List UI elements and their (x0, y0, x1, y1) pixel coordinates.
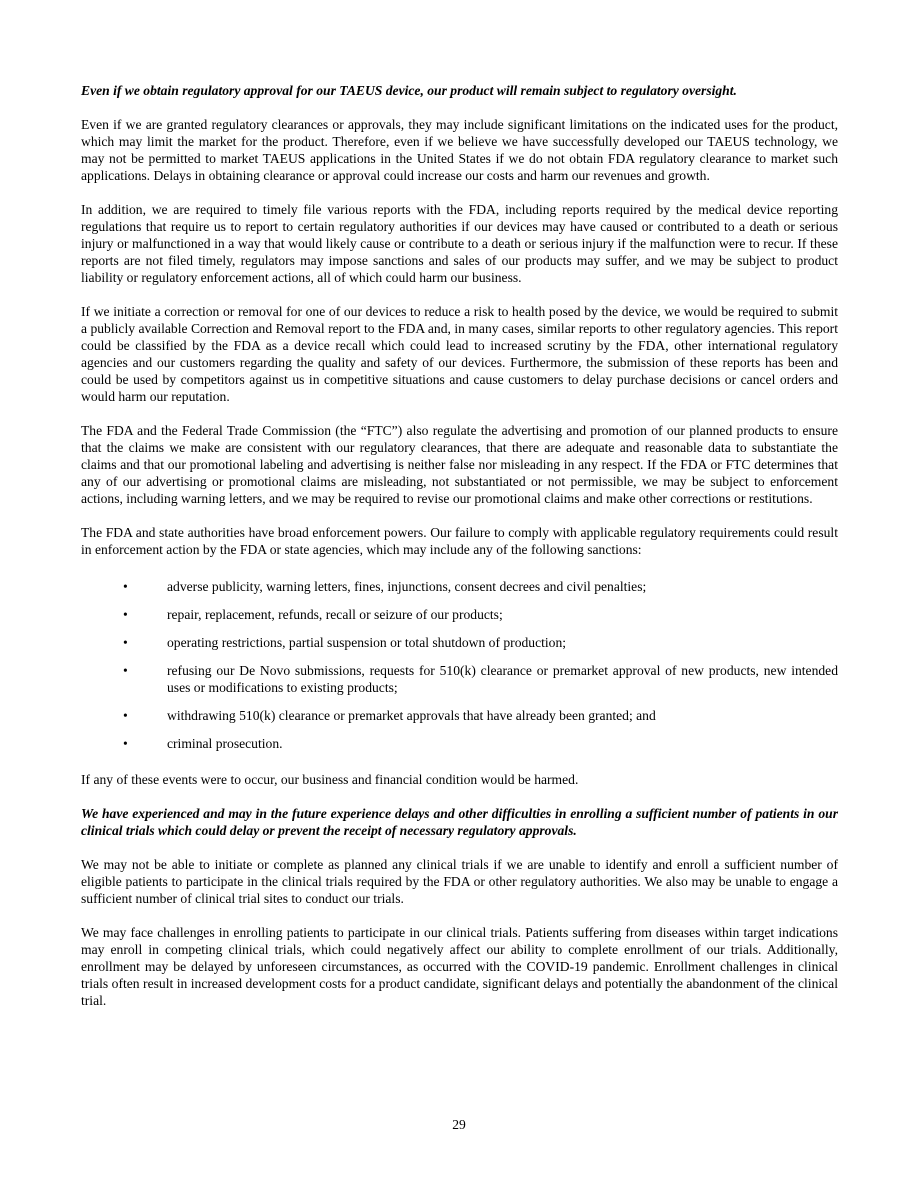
paragraph: We may face challenges in enrolling patients to participate in our clinical trials. Patients suffering from diseases within target indications may enroll in competing clinical trials, which could negatively affect our ability to complete enrollment of our trials. Additionally, enrollment may be delayed by unforeseen circumstances, as occurred with the COVID-19 pandemic. Enrollment challenges in clinical trials often result in increased development costs for a product candidate, significant delays and potentially the abandonment of the clinical trial. (81, 925, 838, 1008)
bullet-icon: • (123, 663, 128, 678)
list-item-text: adverse publicity, warning letters, fines, injunctions, consent decrees and civil penalties; (167, 579, 647, 594)
list-item (81, 634, 838, 651)
bullet-icon: • (123, 579, 128, 594)
paragraph: The FDA and state authorities have broad enforcement powers. Our failure to comply with applicable regulatory requirements could result in enforcement action by the FDA or state agencies, which may include any of the following sanctions: (81, 525, 838, 557)
paragraph: The FDA and the Federal Trade Commission (the “FTC”) also regulate the advertising and promotion of our planned products to ensure that the claims we make are consistent with our regulatory clearances, that there are adequate and reasonable data to substantiate the claims and that our promotional labeling and advertising is neither false nor misleading in any respect. If the FDA or FTC determines that any of our advertising or promotional claims are misleading, not substantiated or not permissible, we may be subject to enforcement actions, including warning letters, and we may be required to revise our promotional claims and make other corrections or restitutions. (81, 423, 838, 506)
bullet-icon: • (123, 635, 128, 650)
list-item-text: criminal prosecution. (167, 736, 283, 751)
list-item (81, 707, 838, 724)
document-page (81, 82, 838, 1009)
paragraph: In addition, we are required to timely file various reports with the FDA, including reports required by the medical device reporting regulations that require us to report to certain regulatory authorities if our devices may have caused or contributed to a death or serious injury or malfunctioned in a way that would likely cause or contribute to a death or serious injury if the malfunction were to recur. If these reports are not filed timely, regulators may impose sanctions and sales of our products may suffer, and we may be subject to product liability or regulatory enforcement actions, all of which could harm our business. (81, 202, 838, 285)
list-item (81, 606, 838, 623)
sanctions-list (81, 578, 838, 752)
paragraph: If any of these events were to occur, our business and financial condition would be harmed. (81, 772, 579, 787)
bullet-icon: • (123, 736, 128, 751)
list-item-text: repair, replacement, refunds, recall or seizure of our products; (167, 607, 503, 622)
list-item (81, 735, 838, 752)
bullet-icon: • (123, 607, 128, 622)
list-item (81, 578, 838, 595)
list-item (81, 662, 838, 696)
section-heading-regulatory-oversight: Even if we obtain regulatory approval for our TAEUS device, our product will remain subject to regulatory oversight. (81, 83, 737, 98)
paragraph: Even if we are granted regulatory clearances or approvals, they may include significant limitations on the indicated uses for the product, which may limit the market for the product. Therefore, even if we believe we have successfully developed our TAEUS technology, we may not be permitted to market TAEUS applications in the United States if we do not obtain FDA regulatory clearance to market such applications. Delays in obtaining clearance or approval could increase our costs and harm our revenues and growth. (81, 117, 838, 183)
paragraph: If we initiate a correction or removal for one of our devices to reduce a risk to health posed by the device, we would be required to submit a publicly available Correction and Removal report to the FDA and, in many cases, similar reports to other regulatory agencies. This report could be classified by the FDA as a device recall which could lead to increased scrutiny by the FDA, other international regulatory agencies and our customers regarding the quality and safety of our devices. Furthermore, the submission of these reports has been and could be used by competitors against us in competitive situations and cause customers to delay purchase decisions or cancel orders and would harm our reputation. (81, 304, 838, 404)
paragraph: We may not be able to initiate or complete as planned any clinical trials if we are unable to identify and enroll a sufficient number of eligible patients to participate in the clinical trials required by the FDA or other regulatory authorities. We also may be unable to engage a sufficient number of clinical trial sites to conduct our trials. (81, 857, 838, 906)
list-item-text: refusing our De Novo submissions, requests for 510(k) clearance or premarket approval of new products, new intended uses or modifications to existing products; (167, 663, 838, 695)
page-number: 29 (452, 1117, 466, 1132)
section-heading-clinical-enrollment: We have experienced and may in the future experience delays and other difficulties in enrolling a sufficient number of patients in our clinical trials which could delay or prevent the receipt of necessary regulatory approvals. (81, 806, 838, 838)
bullet-icon: • (123, 708, 128, 723)
list-item-text: withdrawing 510(k) clearance or premarket approvals that have already been granted; and (167, 708, 656, 723)
list-item-text: operating restrictions, partial suspension or total shutdown of production; (167, 635, 567, 650)
